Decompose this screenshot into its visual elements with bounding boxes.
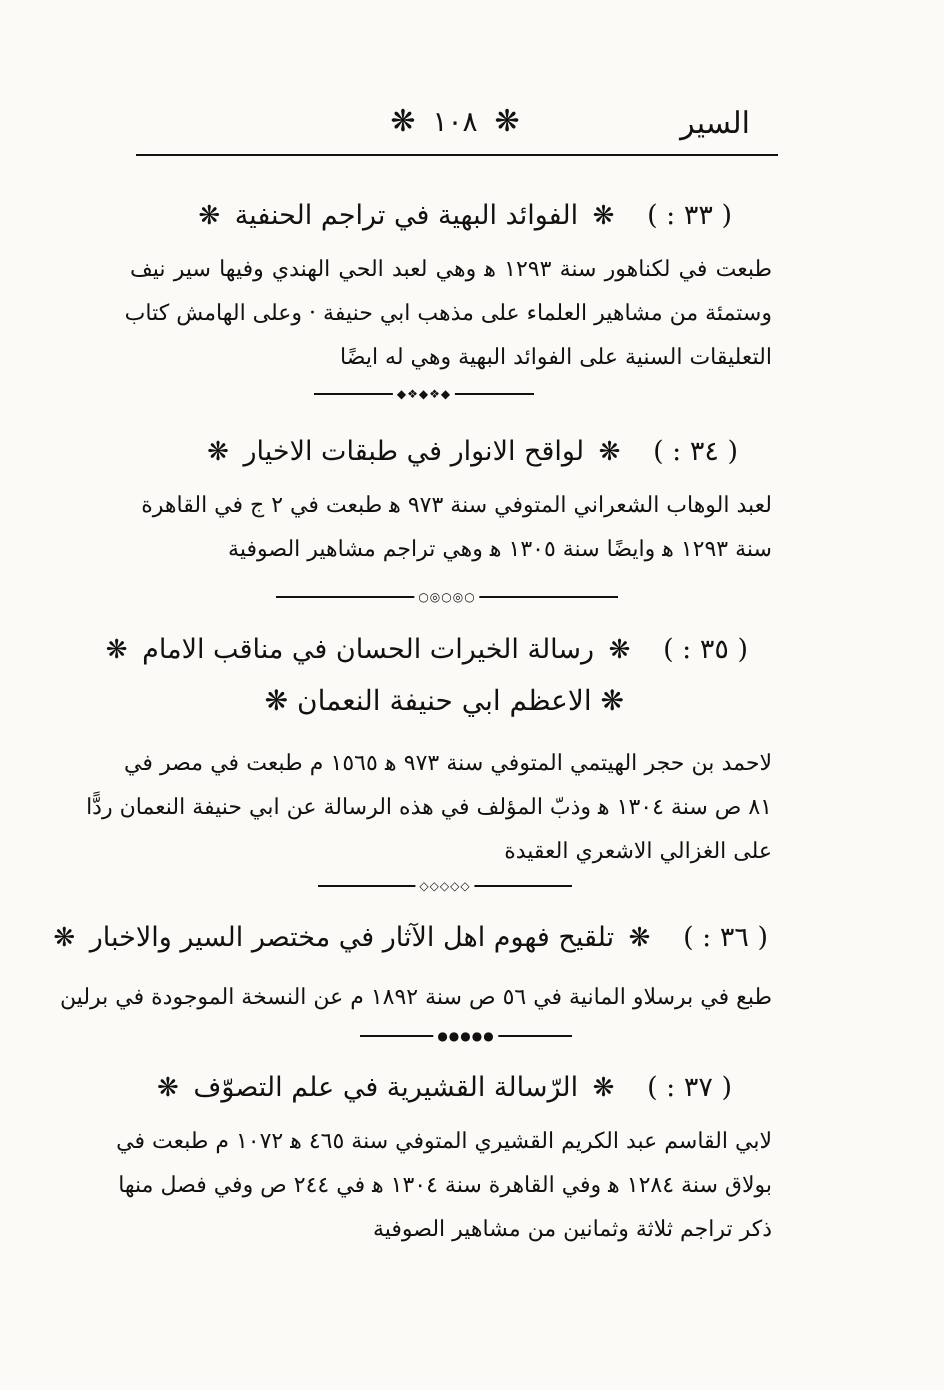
page-number-group <box>130 104 780 139</box>
text-line: لابي القاسم عبد الكريم القشيري المتوفي سنة ٤٦٥ ﻫ ١٠٧٢ م طبعت في <box>116 1129 772 1154</box>
ornament-icon: ❋ <box>390 104 416 139</box>
ornament-icon: ❋ <box>608 635 631 665</box>
ornament-icon: ❋ <box>598 437 621 467</box>
text-line: ٨١ ص سنة ١٣٠٤ ﻫ وذبّ المؤلف في هذه الرسالة عن ابي حنيفة النعمان ردًّا <box>86 795 772 820</box>
text-line: التعليقات السنية على الفوائد البهية وهي له ايضًا <box>340 345 772 370</box>
ornament-icon: ❋ <box>494 104 520 139</box>
ornament-icon: ❋ <box>592 1073 615 1103</box>
ornament-icon: ❋ <box>207 437 229 467</box>
section-divider: ○◎○◎○ <box>276 590 618 604</box>
ornament-icon: ❋ <box>105 635 128 665</box>
entry-body <box>86 742 773 874</box>
section-divider: ●●●●● <box>360 1029 572 1043</box>
entry-heading <box>47 922 768 953</box>
entry-title: الرّسالة القشيرية في علم التصوّف <box>193 1072 579 1103</box>
text-line: بولاق سنة ١٢٨٤ ﻫ وفي القاهرة سنة ١٣٠٤ ﻫ في ٢٤٤ ص وفي فصل منها <box>118 1173 772 1198</box>
entry-number: ( ٣٤ : ) <box>653 436 738 467</box>
ornament-icon: ❋ <box>157 1073 179 1103</box>
entry-heading <box>100 634 748 665</box>
text-line: وستمئة من مشاهير العلماء على مذهب ابي حنيفة · وعلى الهامش كتاب <box>124 301 772 326</box>
ornament-icon: ❋ <box>53 923 76 953</box>
text-line: طبع في برسلاو المانية في ٥٦ ص سنة ١٨٩٢ م عن النسخة الموجودة في برلين <box>59 985 772 1010</box>
entry-body <box>141 484 772 572</box>
entry-title: تلقيح فهوم اهل الآثار في مختصر السير والاخبار <box>89 922 615 953</box>
entry-subtitle-line <box>264 684 624 717</box>
entry-title: الفوائد البهية في تراجم الحنفية <box>234 200 579 231</box>
text-line: طبعت في لكناهور سنة ١٢٩٣ ﻫ وهي لعبد الحي الهندي وفيها سير نيف <box>130 257 772 282</box>
page-header <box>130 96 780 156</box>
text-line: على الغزالي الاشعري العقيدة <box>504 839 772 864</box>
entry-number: ( ٣٦ : ) <box>683 922 768 953</box>
entry-number: ( ٣٥ : ) <box>663 634 748 665</box>
running-title: السير <box>680 106 750 141</box>
ornament-icon: ❋ <box>198 201 221 231</box>
entry-number: ( ٣٧ : ) <box>647 1072 732 1103</box>
entry-title: لواقح الانوار في طبقات الاخيار <box>243 436 585 467</box>
text-line: ذكر تراجم ثلاثة وثمانين من مشاهير الصوفية <box>372 1217 772 1242</box>
ornament-icon: ❋ <box>600 684 624 717</box>
text-line: لعبد الوهاب الشعراني المتوفي سنة ٩٧٣ ﻫ طبعت في ٢ ج في القاهرة <box>141 493 772 518</box>
entry-body <box>59 976 772 1020</box>
text-line: لاحمد بن حجر الهيتمي المتوفي سنة ٩٧٣ ﻫ ١٥٦٥ م طبعت في مصر في <box>124 751 773 776</box>
entry-heading <box>201 436 738 467</box>
entry-heading <box>151 1072 732 1103</box>
header-rule <box>136 154 778 156</box>
entry-heading <box>192 200 732 231</box>
page-number: ١٠٨ <box>432 105 478 138</box>
entry-subtitle: الاعظم ابي حنيفة النعمان <box>297 684 592 717</box>
entry-title: رسالة الخيرات الحسان في مناقب الامام <box>142 634 595 665</box>
entry-body <box>116 1120 772 1252</box>
text-line: سنة ١٢٩٣ ﻫ وايضًا سنة ١٣٠٥ ﻫ وهي تراجم مشاهير الصوفية <box>228 537 772 562</box>
section-divider: ◇◇◇◇◇ <box>318 879 572 893</box>
entry-number: ( ٣٣ : ) <box>647 200 732 231</box>
entry-body <box>124 248 772 380</box>
ornament-icon: ❋ <box>628 923 651 953</box>
ornament-icon: ❋ <box>264 684 289 717</box>
ornament-icon: ❋ <box>592 201 615 231</box>
section-divider: ◆❖◆❖◆ <box>314 387 534 401</box>
